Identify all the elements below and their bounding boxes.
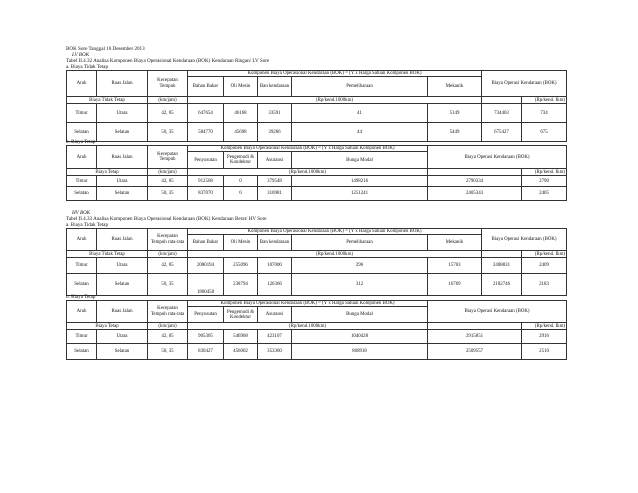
col-asuransi: Asuransi — [258, 307, 292, 323]
table-cell: 734403 — [482, 104, 522, 123]
table-hv-biaya-tetap — [66, 300, 567, 360]
col-ban: Ban kendaraan — [258, 235, 292, 251]
table-cell: 42, 05 — [148, 330, 188, 344]
col-ruas: Ruas Jalan — [97, 229, 148, 251]
table-cell: 107000 — [258, 258, 292, 274]
col-bahan-bakar: Bahan Bakar — [188, 77, 224, 97]
table-cell: 647654 — [188, 104, 224, 123]
table-cell: Selatan — [97, 187, 148, 201]
table-cell: 41 — [292, 104, 428, 123]
table-cell — [482, 251, 522, 258]
hv-line: HV BOK — [72, 210, 91, 216]
table-cell — [482, 97, 522, 104]
table-cell: 33591 — [258, 104, 292, 123]
col-pengemudi: Pengemudi & Kondektur — [224, 152, 258, 169]
section-b2-label: b. Biaya Tetap — [66, 294, 96, 300]
table-cell: 830427 — [188, 344, 224, 360]
table-cell: 456002 — [224, 344, 258, 360]
col-biaya-operasi: Biaya Operasi Kendaraan (BOK) — [428, 146, 567, 169]
table-cell: 42, 05 — [148, 104, 188, 123]
col-biaya-operasi: Biaya Operasi Kendaraan (BOK) — [428, 301, 567, 323]
table-row — [67, 104, 567, 123]
table-cell: 546968 — [224, 330, 258, 344]
section-a2-label: a. Biaya Tidak Tetap — [66, 222, 108, 228]
unit-speed: (km/jam) — [148, 323, 188, 330]
table-cell: Timur — [67, 176, 97, 187]
table-cell: 1040428 — [292, 330, 428, 344]
col-biaya-operasi: Biaya Operasi Kendaraan (BOK) — [482, 229, 567, 251]
table-cell: 2409 — [522, 258, 567, 274]
col-asuransi: Asuransi — [258, 152, 292, 169]
table-cell: Utara — [97, 258, 148, 274]
table-cell: Utara — [97, 104, 148, 123]
col-ruas: Ruas Jalan — [97, 146, 148, 169]
unit-speed: (km/jam) — [148, 169, 188, 176]
col-pemeliharaan: Pemeliharaan — [292, 77, 428, 97]
table-cell: 2510 — [522, 344, 567, 360]
table-cell: 2183 — [522, 274, 567, 296]
col-kecepatan: Kecepatan Tempuh — [148, 146, 188, 169]
unit-speed: (km/jam) — [148, 97, 188, 104]
col-arah: Arah — [67, 71, 97, 97]
table-cell: Utara — [97, 176, 148, 187]
table-cell: Timur — [67, 330, 97, 344]
col-komponen: Komponen Biaya Operasional Kendaraan (BOK) = (Y x Harga Satuan Komponen BOK) — [188, 71, 482, 77]
unit-rpkm: (Rp/kend. Ikm) — [522, 323, 567, 330]
date-line: BOK Sore Tanggal 16 Desember 2013 — [66, 46, 145, 52]
sub-label: Biaya Tidak Tetap — [67, 251, 148, 258]
table-cell: 2182746 — [482, 274, 522, 296]
col-bunga-modal: Bunga Modal — [292, 152, 428, 169]
table-row — [67, 176, 567, 187]
table-cell: 0 — [224, 176, 258, 187]
table-cell: 2405343 — [428, 187, 522, 201]
table-hv-biaya-tidak-tetap — [66, 228, 567, 296]
table-cell: 2408831 — [482, 258, 522, 274]
table-cell: 39266 — [258, 123, 292, 142]
table-cell: 296 — [292, 258, 428, 274]
table-cell: Selatan — [67, 187, 97, 201]
table-cell: 42, 05 — [148, 176, 188, 187]
table-cell — [428, 169, 522, 176]
sub-label: Biaya Tidak Tetap — [67, 97, 148, 104]
table-cell: 868918 — [292, 344, 428, 360]
col-arah: Arah — [67, 301, 97, 323]
table-cell: 5149 — [428, 104, 482, 123]
table-cell: 2405 — [522, 187, 567, 201]
table-cell: 423107 — [258, 330, 292, 344]
table-cell: 2916 — [522, 330, 567, 344]
table-cell: 42, 05 — [148, 258, 188, 274]
table-lv-biaya-tetap — [66, 145, 567, 201]
table-cell: 912568 — [188, 176, 224, 187]
table-cell: Selatan — [97, 123, 148, 142]
table-cell: 50, 35 — [148, 344, 188, 360]
table-cell: 16769 — [428, 274, 482, 296]
table-row — [67, 123, 567, 142]
table-cell: 584770 — [188, 123, 224, 142]
col-pemeliharaan: Pemeliharaan — [292, 235, 428, 251]
table3-title: Tabel II.4.33 Analisa Komponen Biaya Operasional Kendaraan (BOK) Kendaraan Berat/ HV Sore — [66, 216, 267, 222]
table-row — [67, 344, 567, 360]
col-komponen: Komponen Biaya Operasional Kendaraan (BOK) = (Y x Harga Satuan Komponen BOK) — [188, 229, 482, 235]
table-cell: Selatan — [67, 344, 97, 360]
col-penyusutan: Penyusutan — [188, 307, 224, 323]
table-cell: 905305 — [188, 330, 224, 344]
table-cell — [428, 323, 522, 330]
col-komponen: Komponen Biaya Operasional Kendaraan (BOK) = (Y x Harga Satuan Komponen BOK) — [188, 301, 428, 307]
table-lv-biaya-tidak-tetap — [66, 70, 567, 142]
col-kecepatan: Kecepatan Tempuh rata-rata — [148, 229, 188, 251]
table-row — [67, 187, 567, 201]
sub-label: Biaya Tetap — [67, 323, 148, 330]
unit-rp: (Rp/kend.1000km) — [188, 323, 428, 330]
table-cell: Timur — [67, 258, 97, 274]
table-cell: 46168 — [224, 104, 258, 123]
unit-rp: (Rp/kend.1000km) — [188, 169, 428, 176]
unit-rp: (Rp/kend.1000km) — [188, 251, 482, 258]
unit-rpkm: (Rp/kend. Ikm) — [522, 251, 567, 258]
table-cell: 5449 — [428, 123, 482, 142]
table-cell: 1251241 — [292, 187, 428, 201]
col-bahan-bakar: Bahan Bakar — [188, 235, 224, 251]
col-kecepatan: Kecepatan Tempuh — [148, 71, 188, 97]
table-cell: 2915851 — [428, 330, 522, 344]
col-arah: Arah — [67, 229, 97, 251]
table-cell: Selatan — [97, 344, 148, 360]
table-cell: 379548 — [258, 176, 292, 187]
col-ban: Ban kendaraan — [258, 77, 292, 97]
table-cell: 50, 35 — [148, 274, 188, 296]
table-cell: 837070 — [188, 187, 224, 201]
unit-speed: (km/jam) — [148, 251, 188, 258]
table-cell: 2790334 — [428, 176, 522, 187]
table-cell: 675 — [522, 123, 567, 142]
lv-line: LV BOK — [72, 52, 90, 58]
col-biaya-operasi: Biaya Operasi Kendaraan (BOK) — [482, 71, 567, 97]
table-cell: 126366 — [258, 274, 292, 296]
table-row — [67, 258, 567, 274]
table-cell: 50, 35 — [148, 123, 188, 142]
table-cell: 0 — [224, 187, 258, 201]
table-cell: Selatan — [97, 274, 148, 296]
table-cell: 15703 — [428, 258, 482, 274]
table-cell: Timur — [67, 104, 97, 123]
table-cell: 2080194 — [188, 258, 224, 274]
col-penyusutan: Penyusutan — [188, 152, 224, 169]
unit-rpkm: (Rp/kend. Ikm) — [522, 97, 567, 104]
table-cell: Utara — [97, 330, 148, 344]
table-cell: 45698 — [224, 123, 258, 142]
table-cell: 44 — [292, 123, 428, 142]
col-kecepatan: Kecepatan Tempuh rata-rata — [148, 301, 188, 323]
col-arah: Arah — [67, 146, 97, 169]
col-ruas: Ruas Jalan — [97, 71, 148, 97]
table-cell: 1800458 — [188, 274, 224, 296]
table-row — [67, 274, 567, 296]
unit-rpkm: (Rp/kend. Ikm) — [522, 169, 567, 176]
table-cell: 2509557 — [428, 344, 522, 360]
col-oli-mesin: Oli Mesin — [224, 77, 258, 97]
table-cell: 50, 35 — [148, 187, 188, 201]
table-cell: Selatan — [67, 123, 97, 142]
section-a1-label: a. Biaya Tidak Tetap — [66, 64, 108, 70]
col-mekanik: Mekanik — [428, 77, 482, 97]
table-row — [67, 330, 567, 344]
table-cell: 238794 — [224, 274, 258, 296]
sub-label: Biaya Tetap — [67, 169, 148, 176]
col-ruas: Ruas Jalan — [97, 301, 148, 323]
col-bunga-modal: Bunga Modal — [292, 307, 428, 323]
table-cell: 1498216 — [292, 176, 428, 187]
section-b1-label: b. Biaya Tetap — [66, 139, 96, 145]
table-cell: 734 — [522, 104, 567, 123]
table-cell: 316981 — [258, 187, 292, 201]
table1-title: Tabel II.4.32 Analisa Komponen Biaya Operasional Kendaraan (BOK) Kendaraan Ringan/ LV Sore — [66, 58, 270, 64]
unit-rp: (Rp/kend.1000km) — [188, 97, 482, 104]
table-cell: 353360 — [258, 344, 292, 360]
col-oli-mesin: Oli Mesin — [224, 235, 258, 251]
table-cell: 312 — [292, 274, 428, 296]
col-pengemudi: Pengemudi & Kondektur — [224, 307, 258, 323]
col-mekanik: Mekanik — [428, 235, 482, 251]
table-cell: Selatan — [67, 274, 97, 296]
table-cell: 255096 — [224, 258, 258, 274]
table-cell: 675427 — [482, 123, 522, 142]
table-cell: 2790 — [522, 176, 567, 187]
col-komponen: Komponen Biaya Operasional Kendaraan (BOK) = (Y x Harga Satuan Komponen BOK) — [188, 146, 428, 152]
